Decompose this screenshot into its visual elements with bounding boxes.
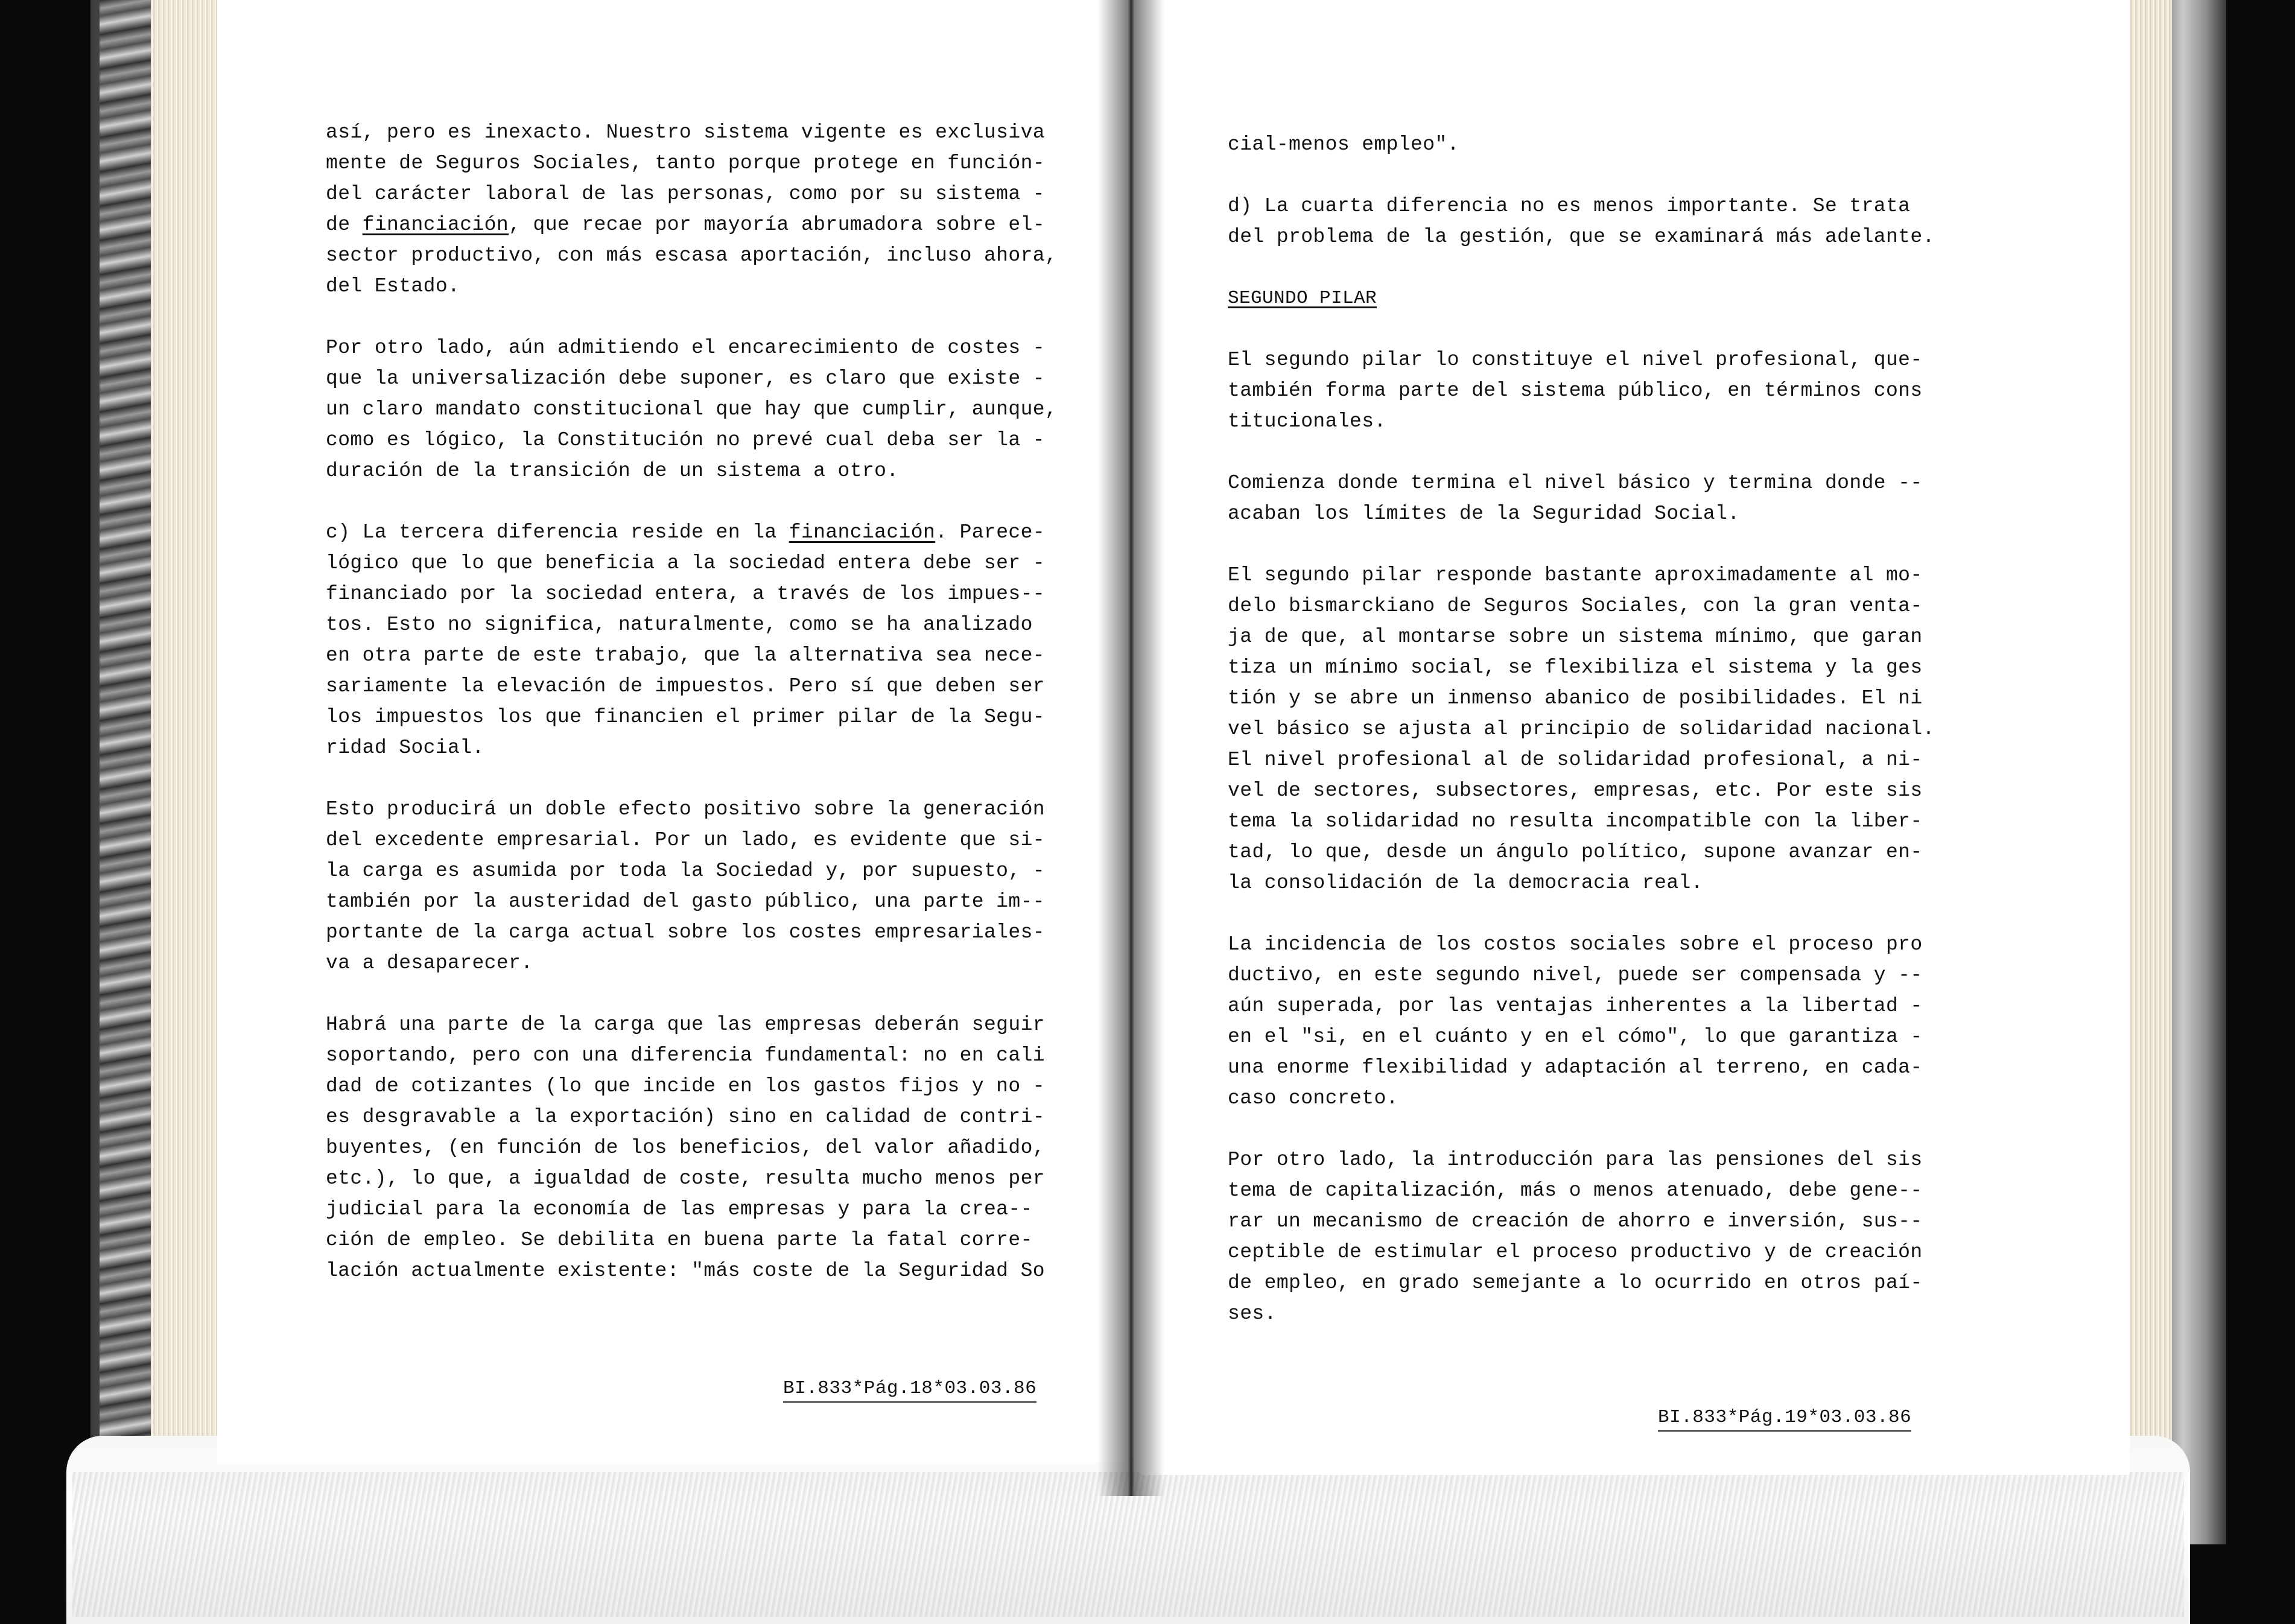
text-line: es desgravable a la exportación) sino en calidad de contri- — [326, 1106, 1045, 1128]
text-line: titucionales. — [1228, 410, 1386, 433]
text-line: vel básico se ajusta al principio de solidaridad nacional. — [1228, 718, 1935, 740]
text-line: etc.), lo que, a igualdad de coste, resulta mucho menos per — [326, 1167, 1045, 1190]
text-line: El segundo pilar lo constituye el nivel profesional, que- — [1228, 349, 1923, 371]
text-line: la consolidación de la democracia real. — [1228, 872, 1703, 894]
paragraph-gap — [326, 979, 1057, 1009]
text-line: tema la solidaridad no resulta incompatible con la liber- — [1228, 810, 1923, 833]
text-line: ses. — [1228, 1302, 1277, 1325]
text-line: Por otro lado, aún admitiendo el encarecimiento de costes - — [326, 337, 1045, 359]
paragraph-gap — [1228, 314, 1935, 344]
text-line: en el "si, en el cuánto y en el cómo", lo que garantiza - — [1228, 1026, 1923, 1048]
text-line: cial-menos empleo". — [1228, 133, 1459, 156]
text-line: judicial para la economía de las empresas y para la crea-- — [326, 1198, 1033, 1220]
text-line: tiza un mínimo social, se flexibiliza el sistema y la ges — [1228, 656, 1923, 679]
text-line: tión y se abre un inmenso abanico de posibilidades. El ni — [1228, 687, 1923, 709]
text-line: financiado por la sociedad entera, a través de los impues-- — [326, 583, 1045, 605]
paragraph-gap — [1228, 160, 1935, 191]
text-line: tos. Esto no significa, naturalmente, como se ha analizado — [326, 614, 1033, 636]
text-line: buyentes, (en función de los beneficios, del valor añadido, — [326, 1137, 1045, 1159]
text-line: d) La cuarta diferencia no es menos importante. Se trata — [1228, 195, 1911, 217]
text-line: aún superada, por las ventajas inherentes a la libertad - — [1228, 995, 1923, 1017]
text-line: rar un mecanismo de creación de ahorro e inversión, sus-- — [1228, 1210, 1923, 1232]
text-line: c) La tercera diferencia reside en la financiación. Parece- — [326, 521, 1046, 544]
text-line: ja de que, al montarse sobre un sistema mínimo, que garan — [1228, 626, 1923, 648]
text-line: del excedente empresarial. Por un lado, es evidente que si- — [326, 829, 1045, 851]
text-line: Esto producirá un doble efecto positivo sobre la generación — [326, 798, 1045, 820]
page-footer-left: BI.833*Pág.18*03.03.86 — [783, 1378, 1036, 1403]
text-line: Por otro lado, la introducción para las pensiones del sis — [1228, 1149, 1923, 1171]
text-line: así, pero es inexacto. Nuestro sistema vigente es exclusiva — [326, 121, 1045, 144]
text-line: acaban los límites de la Seguridad Social. — [1228, 503, 1740, 525]
text-line: mente de Seguros Sociales, tanto porque protege en función- — [326, 152, 1045, 174]
text-line: ceptible de estimular el proceso productivo y de creación — [1228, 1241, 1923, 1263]
paragraph-gap — [1228, 437, 1935, 468]
right-page-text — [1228, 129, 1935, 1329]
text-line: ción de empleo. Se debilita en buena parte la fatal corre- — [326, 1229, 1033, 1251]
text-line: delo bismarckiano de Seguros Sociales, con la gran venta- — [1228, 595, 1923, 617]
text-line: en otra parte de este trabajo, que la alternativa sea nece- — [326, 644, 1045, 667]
text-line: dad de cotizantes (lo que incide en los gastos fijos y no - — [326, 1075, 1045, 1097]
text-line: vel de sectores, subsectores, empresas, etc. Por este sis — [1228, 779, 1923, 802]
text-line: La incidencia de los costos sociales sobre el proceso pro — [1228, 933, 1923, 956]
text-line: sector productivo, con más escasa aportación, incluso ahora, — [326, 244, 1058, 267]
paragraph-gap — [1228, 898, 1935, 929]
paragraph-gap — [326, 302, 1057, 332]
paragraph-gap — [1228, 1114, 1935, 1144]
text-line: también forma parte del sistema público, en términos cons — [1228, 379, 1923, 402]
text-line: un claro mandato constitucional que hay que cumplir, aunque, — [326, 398, 1058, 420]
text-line: El segundo pilar responde bastante aproximadamente al mo- — [1228, 564, 1923, 586]
text-line: caso concreto. — [1228, 1087, 1398, 1109]
text-line: Habrá una parte de la carga que las empresas deberán seguir — [326, 1013, 1045, 1036]
text-line: sariamente la elevación de impuestos. Pero sí que deben ser — [326, 675, 1045, 697]
text-line: duración de la transición de un sistema a otro. — [326, 460, 899, 482]
text-line: lación actualmente existente: "más coste de la Seguridad So — [326, 1260, 1045, 1282]
text-line: tema de capitalización, más o menos atenuado, debe gene-- — [1228, 1179, 1923, 1202]
paragraph-gap — [326, 486, 1057, 517]
text-line: del problema de la gestión, que se examinará más adelante. — [1228, 226, 1935, 248]
text-line: de financiación, que recae por mayoría abrumadora sobre el- — [326, 214, 1046, 236]
text-line: la carga es asumida por toda la Sociedad y, por supuesto, - — [326, 860, 1045, 882]
text-line: ductivo, en este segundo nivel, puede ser compensada y -- — [1228, 964, 1923, 986]
paragraph-gap — [1228, 252, 1935, 283]
text-line: del carácter laboral de las personas, como por su sistema - — [326, 183, 1045, 205]
text-line: lógico que lo que beneficia a la sociedad entera debe ser - — [326, 552, 1045, 574]
text-line: El nivel profesional al de solidaridad profesional, a ni- — [1228, 749, 1923, 771]
text-line: va a desaparecer. — [326, 952, 533, 974]
text-line: también por la austeridad del gasto público, una parte im-- — [326, 890, 1045, 913]
text-line: ridad Social. — [326, 737, 484, 759]
text-line: de empleo, en grado semejante a lo ocurrido en otros paí- — [1228, 1272, 1923, 1294]
page-footer-right: BI.833*Pág.19*03.03.86 — [1658, 1407, 1911, 1432]
underlined-term: financiación — [362, 214, 509, 236]
text-line: los impuestos los que financien el primer pilar de la Segu- — [326, 706, 1045, 728]
text-line: portante de la carga actual sobre los costes empresariales- — [326, 921, 1045, 944]
text-line: como es lógico, la Constitución no prevé cual deba ser la - — [326, 429, 1045, 451]
text-line: una enorme flexibilidad y adaptación al terreno, en cada- — [1228, 1056, 1923, 1079]
text-line: Comienza donde termina el nivel básico y termina donde -- — [1228, 472, 1923, 494]
marbled-cover-left — [100, 0, 157, 1460]
text-line: que la universalización debe suponer, es claro que existe - — [326, 367, 1045, 390]
text-line: del Estado. — [326, 275, 460, 297]
section-heading: SEGUNDO PILAR — [1228, 288, 1377, 309]
paragraph-gap — [1228, 529, 1935, 560]
book-gutter — [1098, 0, 1164, 1496]
text-line: tad, lo que, desde un ángulo político, supone avanzar en- — [1228, 841, 1923, 863]
left-page-text — [326, 117, 1057, 1286]
underlined-term: financiación — [789, 521, 936, 544]
paragraph-gap — [326, 763, 1057, 794]
text-line: soportando, pero con una diferencia fundamental: no en cali — [326, 1044, 1045, 1067]
